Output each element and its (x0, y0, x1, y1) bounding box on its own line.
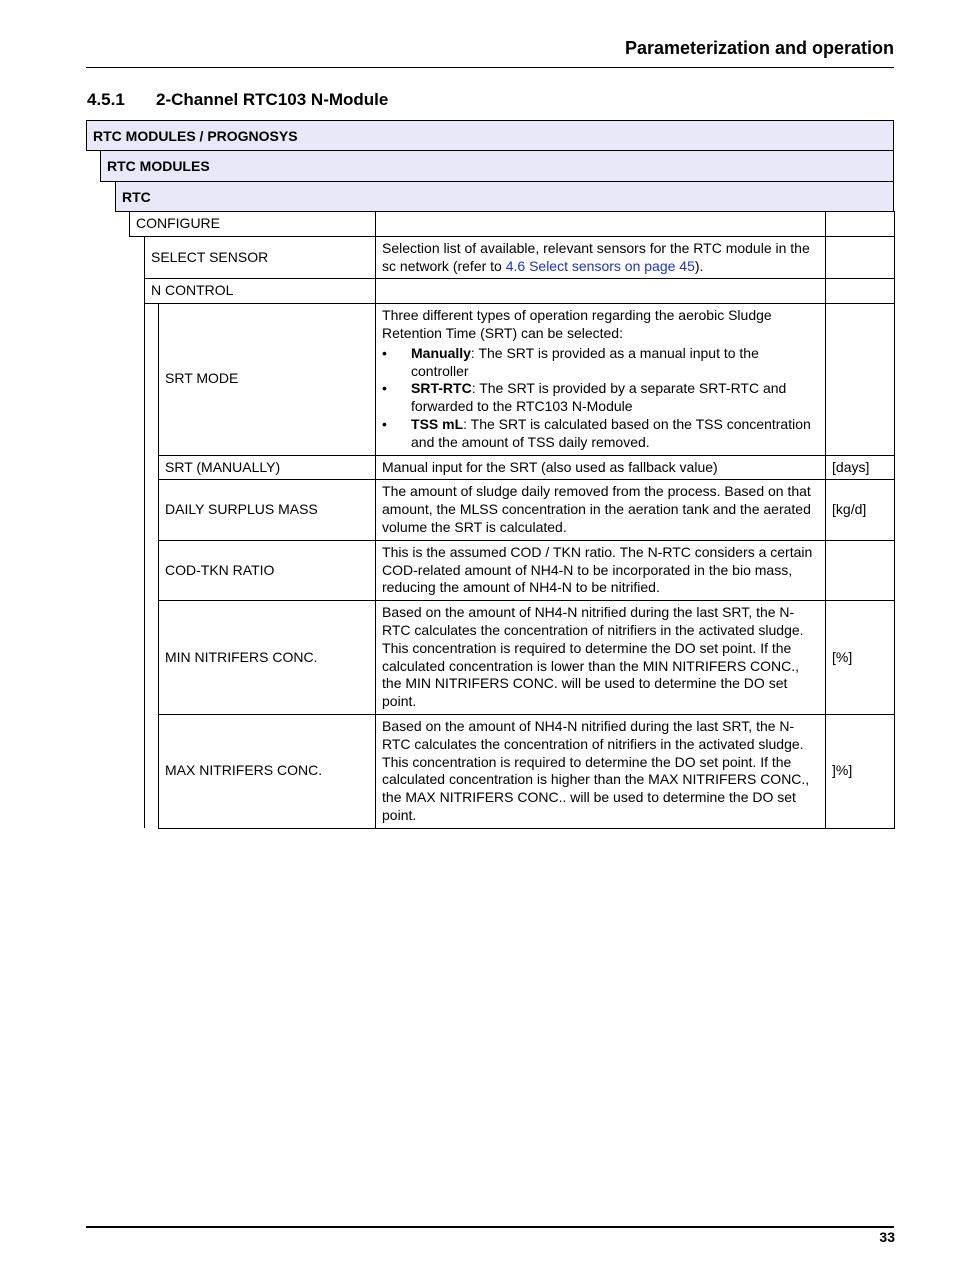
parameter-table (129, 211, 895, 829)
param-name: MIN NITRIFERS CONC. (159, 601, 376, 715)
param-name: CONFIGURE (130, 212, 376, 237)
indent-spacer (145, 455, 159, 480)
indent-spacer (130, 455, 145, 480)
param-unit (826, 212, 895, 237)
table-row-srt-mode (130, 304, 895, 455)
param-unit (826, 236, 895, 279)
table-row-min-nitrifers-conc (130, 601, 895, 715)
desc-text-end: ). (694, 257, 704, 274)
param-unit (826, 304, 895, 455)
list-item (382, 345, 819, 381)
section-number: 4.5.1 (87, 90, 125, 109)
menu-path-level3: RTC (115, 181, 894, 212)
indent-spacer (130, 279, 145, 304)
list-item (382, 416, 819, 452)
table-row-select-sensor (130, 236, 895, 279)
table-row-srt-manually (130, 455, 895, 480)
table-row-max-nitrifers-conc (130, 714, 895, 828)
param-unit (826, 540, 895, 600)
param-name: SELECT SENSOR (145, 236, 376, 279)
param-name: SRT (MANUALLY) (159, 455, 376, 480)
list-item (382, 380, 819, 416)
param-description (376, 279, 826, 304)
indent-spacer (130, 236, 145, 279)
param-description (376, 304, 826, 455)
param-description: Manual input for the SRT (also used as fallback value) (376, 455, 826, 480)
menu-path-level2: RTC MODULES (100, 150, 894, 182)
option-text: : The SRT is provided by a separate SRT-RTC and forwarded to the RTC103 N-Module (411, 380, 787, 415)
param-description: Based on the amount of NH4-N nitrified during the last SRT, the N-RTC calculates the concentration of nitrifiers in the activated sludge. This concentration is required to determine the DO set point. If the calculated concentration is lower than the MIN NITRIFERS CONC., the MIN NITRIFERS CONC. will be used to determine the DO set point. (376, 601, 826, 715)
table-row-configure (130, 212, 895, 237)
indent-spacer (145, 304, 159, 455)
param-description: The amount of sludge daily removed from the process. Based on that amount, the MLSS concentration in the aeration tank and the aerated volume the SRT is calculated. (376, 480, 826, 540)
indent-spacer (145, 480, 159, 540)
option-term: SRT-RTC (411, 380, 472, 397)
table-row-n-control (130, 279, 895, 304)
param-description (376, 212, 826, 237)
indent-spacer (145, 714, 159, 828)
indent-spacer (145, 540, 159, 600)
indent-spacer (130, 714, 145, 828)
param-name: MAX NITRIFERS CONC. (159, 714, 376, 828)
indent-spacer (145, 601, 159, 715)
param-unit: [kg/d] (826, 480, 895, 540)
table-row-cod-tkn-ratio (130, 540, 895, 600)
header-rule (86, 67, 894, 68)
option-list (382, 345, 819, 452)
section-title: 2-Channel RTC103 N-Module (156, 90, 389, 109)
indent-spacer (130, 304, 145, 455)
param-description: Based on the amount of NH4-N nitrified during the last SRT, the N-RTC calculates the concentration of nitrifiers in the activated sludge. This concentration is required to determine the DO set point. If the calculated concentration is higher than the MAX NITRIFERS CONC., the MAX NITRIFERS CONC.. will be used to determine the DO set point. (376, 714, 826, 828)
option-term: TSS mL (411, 415, 464, 432)
option-text: : The SRT is provided as a manual input to the controller (411, 344, 759, 379)
cross-reference-link[interactable]: 4.6 Select sensors on page 45 (505, 257, 695, 274)
desc-intro: Three different types of operation regarding the aerobic Sludge Retention Time (SRT) can be selected: (382, 307, 772, 341)
section-heading (87, 90, 388, 110)
page-header-title: Parameterization and operation (624, 38, 894, 58)
desc-text: Selection list of available, relevant sensors for the RTC module in the sc network (refer to (382, 239, 810, 274)
param-unit: ]%] (826, 714, 895, 828)
footer-rule (86, 1226, 894, 1228)
param-description (376, 236, 826, 279)
param-name: N CONTROL (145, 279, 376, 304)
param-name: COD-TKN RATIO (159, 540, 376, 600)
param-description: This is the assumed COD / TKN ratio. The N-RTC considers a certain COD-related amount of NH4-N to be incorporated in the bio mass, reducing the amount of NH4-N to be nitrified. (376, 540, 826, 600)
param-unit (826, 279, 895, 304)
param-unit: [days] (826, 455, 895, 480)
table-row-daily-surplus-mass (130, 480, 895, 540)
menu-path-level1: RTC MODULES / PROGNOSYS (86, 120, 894, 151)
param-name: DAILY SURPLUS MASS (159, 480, 376, 540)
param-name: SRT MODE (159, 304, 376, 455)
param-unit: [%] (826, 601, 895, 715)
indent-spacer (130, 540, 145, 600)
page-number: 33 (879, 1229, 895, 1245)
indent-spacer (130, 601, 145, 715)
indent-spacer (130, 480, 145, 540)
option-text: : The SRT is calculated based on the TSS concentration and the amount of TSS daily removed. (411, 415, 811, 450)
option-term: Manually (411, 344, 471, 361)
